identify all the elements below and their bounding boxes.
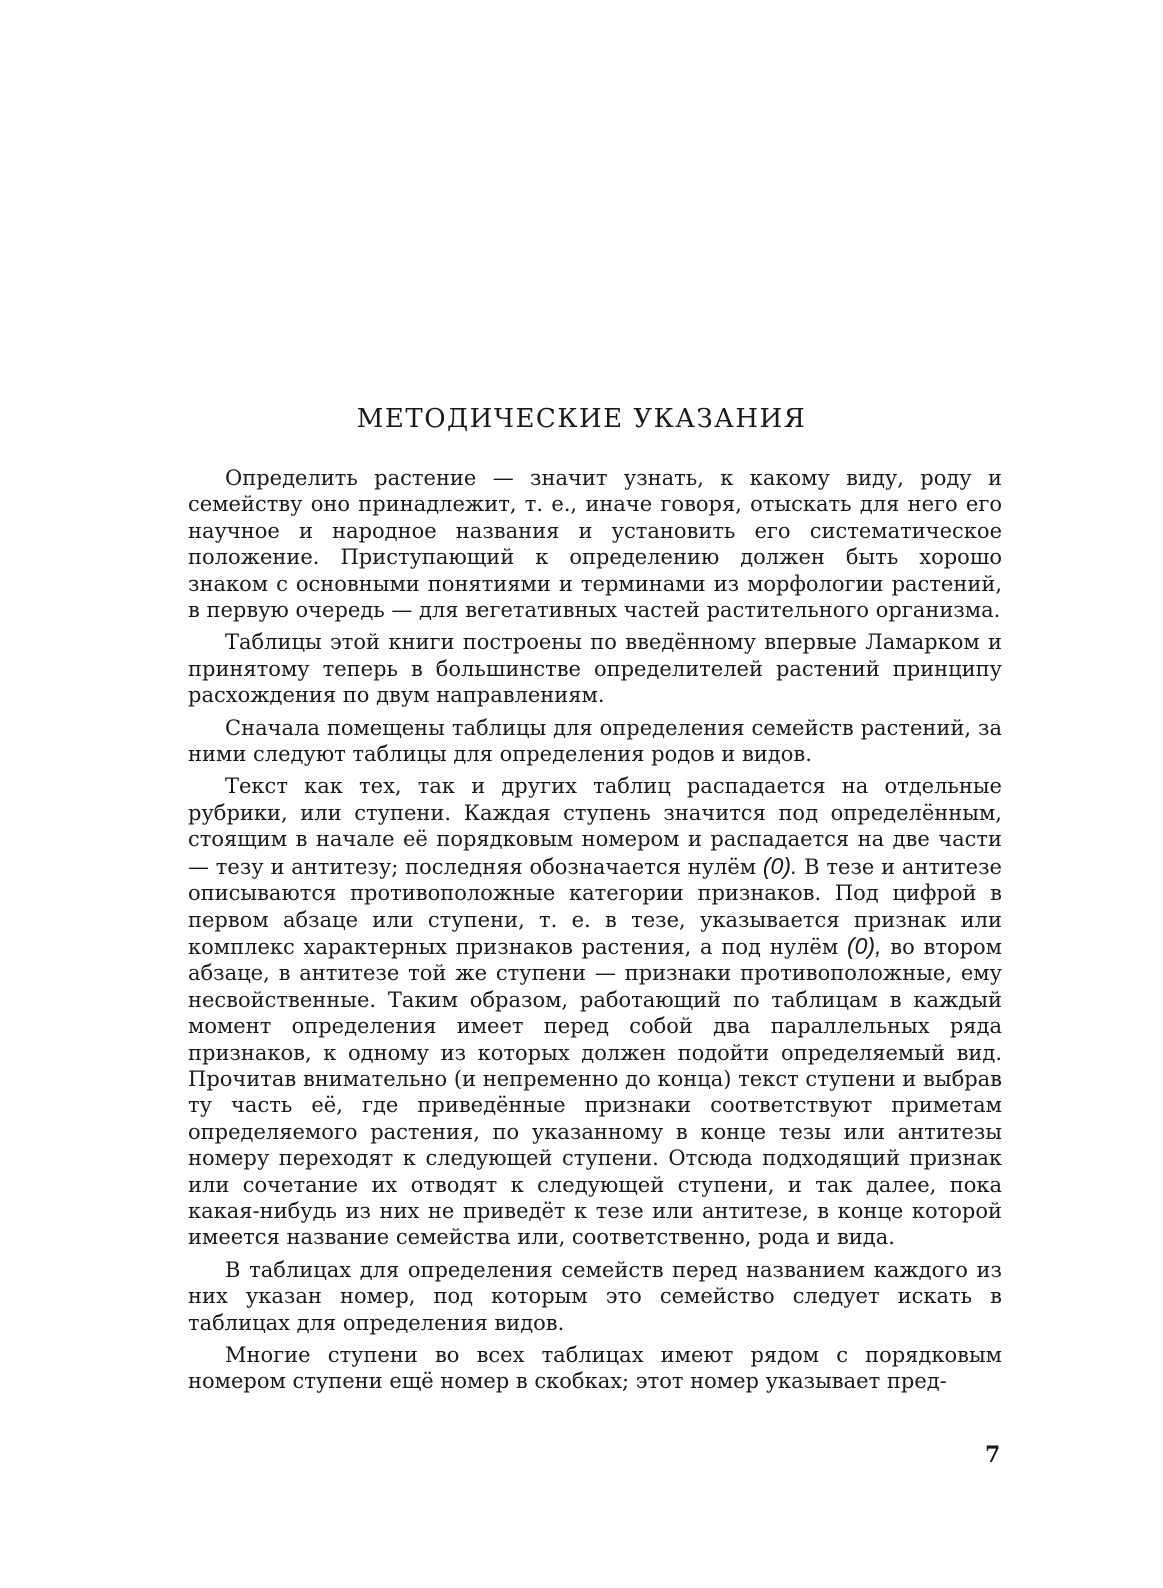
- paragraph-tables-order: Сначала помещены таблицы для определения семейств растений, за ними следуют таблицы для определения родов и видов.: [188, 715, 1002, 767]
- paragraph-family-numbers: В таблицах для определения семейств перед названием каждого из них указан номер, под которым это семейство следует искать в таблицах для определения видов.: [188, 1257, 1002, 1335]
- page-number: 7: [985, 1442, 1001, 1468]
- zero-symbol: (0).: [762, 852, 798, 879]
- steps-text-part-3: во втором абзаце, в антитезе той же ступени — признаки противоположные, ему несвойственные. Таким образом, работающий по таблицам в каждый момент определения имеет перед собой два параллельных ряда признаков, к одному из которых должен подойти определяемый вид. Прочитав внимательно (и непременно до конца) текст ступени и выбрав ту часть её, где приведённые признаки соответствуют приметам определяемого растения, по указанному в конце тезы или антитезы номеру переходят к следующей ступени. Отсюда подходящий признак или сочетание их отводят к следующей ступени, и так далее, пока какая-нибудь из них не приведёт к тезе или антитезе, в конце которой имеется название семейства или, соответственно, рода и вида.: [188, 934, 1003, 1250]
- paragraph-bracket-numbers: Многие ступени во всех таблицах имеют рядом с порядковым номером ступени ещё номер в скобках; этот номер указывает пред-: [188, 1343, 1002, 1394]
- paragraph-steps-explanation: [188, 773, 1002, 1250]
- paragraph-definition: Определить растение — значит узнать, к какому виду, роду и семейству оно принадлежит, т. е., иначе говоря, отыскать для него его научное и народное названия и установить его систематическое положение. Приступающий к определению должен быть хорошо знаком с основными понятиями и терминами из морфологии растений, в первую очередь — для вегетативных частей растительного организма.: [188, 466, 1002, 623]
- paragraph-tables-principle: Таблицы этой книги построены по введённому впервые Ламарком и принятому теперь в большинстве определителей растений принципу расхождения по двум направлениям.: [188, 630, 1002, 708]
- steps-text-part-2: В тезе и антитезе описываются противоположные категории признаков. Под цифрой в первом абзаце или ступени, т. е. в тезе, указывается признак или комплекс характерных признаков растения, а под нулём: [188, 854, 1002, 959]
- zero-symbol: (0),: [846, 932, 882, 959]
- body-text: [188, 465, 1002, 1395]
- steps-text-part-1: Текст как тех, так и других таблиц распадается на отдельные рубрики, или ступени. Каждая ступень значится под определённым, стоящим в начале её порядковым номером и распадается на две части — тезу и антитезу; последняя обозначается нулём: [188, 774, 1002, 879]
- page-title: МЕТОДИЧЕСКИЕ УКАЗАНИЯ: [356, 404, 807, 434]
